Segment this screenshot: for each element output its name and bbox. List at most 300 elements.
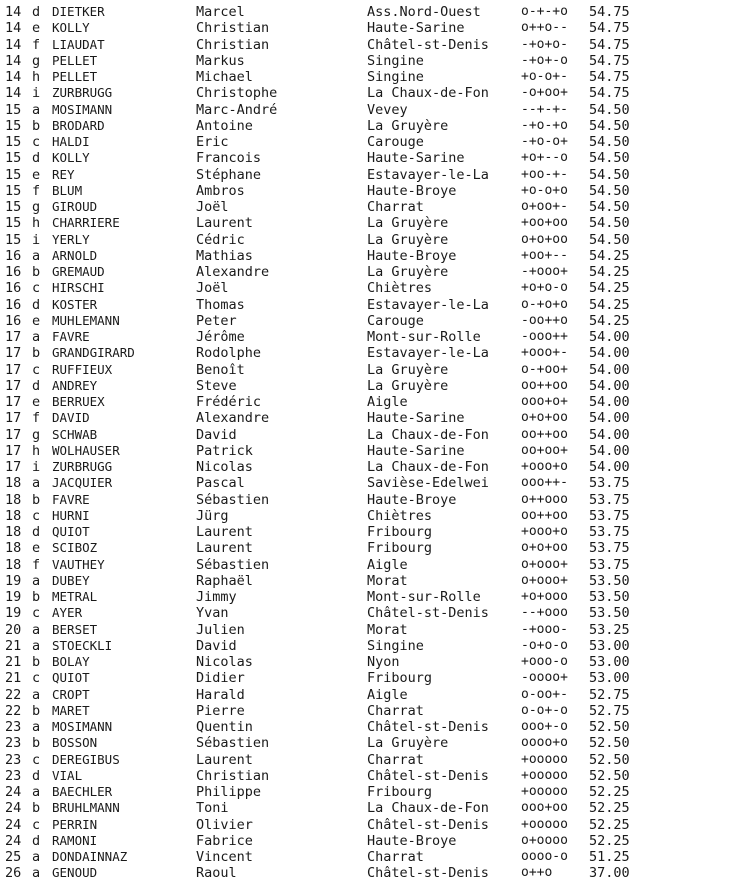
last-name-cell: MARET bbox=[52, 702, 90, 718]
last-name-cell: BERSET bbox=[52, 621, 98, 637]
first-name-cell: Steve bbox=[196, 377, 237, 394]
first-name-cell: Jérôme bbox=[196, 329, 245, 345]
letter-cell: c bbox=[32, 816, 41, 833]
club-cell: La Gruyère bbox=[367, 215, 449, 232]
marks-cell: -ooo++ bbox=[521, 329, 568, 344]
last-name-cell: LIAUDAT bbox=[52, 36, 105, 52]
first-name-cell: Jimmy bbox=[196, 589, 237, 605]
first-name-cell: Alexandre bbox=[196, 264, 270, 280]
rank-cell: 23 bbox=[5, 767, 22, 784]
marks-cell: +ooooo bbox=[521, 751, 568, 767]
rank-cell: 22 bbox=[5, 686, 22, 703]
club-cell: Châtel-st-Denis bbox=[367, 767, 489, 784]
first-name-cell: Alexandre bbox=[196, 410, 270, 427]
rank-cell: 25 bbox=[5, 849, 22, 865]
result-row bbox=[0, 4, 756, 20]
first-name-cell: Mathias bbox=[196, 247, 253, 264]
rank-cell: 21 bbox=[5, 670, 22, 687]
letter-cell: d bbox=[32, 296, 41, 313]
marks-cell: oo++oo bbox=[521, 426, 568, 442]
marks-cell: o+o+oo bbox=[521, 231, 568, 247]
first-name-cell: Cédric bbox=[196, 231, 245, 248]
score-cell: 54.00 bbox=[589, 410, 630, 427]
score-cell: 53.75 bbox=[589, 524, 630, 540]
last-name-cell: FAVRE bbox=[52, 491, 90, 507]
rank-cell: 15 bbox=[5, 101, 22, 118]
club-cell: Charrat bbox=[367, 751, 424, 768]
last-name-cell: BOSSON bbox=[52, 735, 98, 751]
letter-cell: g bbox=[32, 426, 41, 443]
last-name-cell: RUFFIEUX bbox=[52, 361, 113, 377]
club-cell: Châtel-st-Denis bbox=[367, 605, 489, 622]
score-cell: 54.75 bbox=[589, 36, 630, 53]
first-name-cell: Raoul bbox=[196, 865, 237, 882]
first-name-cell: Joël bbox=[196, 280, 229, 297]
marks-cell: +ooooo bbox=[521, 816, 568, 832]
rank-cell: 17 bbox=[5, 442, 22, 459]
score-cell: 54.25 bbox=[589, 312, 630, 329]
club-cell: Singine bbox=[367, 637, 424, 654]
score-cell: 53.00 bbox=[589, 670, 630, 687]
score-cell: 54.50 bbox=[589, 231, 630, 248]
marks-cell: oooo+o bbox=[521, 735, 568, 751]
marks-cell: o++ooo bbox=[521, 491, 568, 507]
rank-cell: 14 bbox=[5, 69, 22, 85]
letter-cell: b bbox=[32, 589, 41, 605]
first-name-cell: Quentin bbox=[196, 719, 253, 735]
marks-cell: +ooo+o bbox=[521, 459, 568, 474]
last-name-cell: PERRIN bbox=[52, 816, 98, 832]
result-row bbox=[0, 199, 756, 215]
rank-cell: 18 bbox=[5, 540, 22, 557]
result-row bbox=[0, 459, 756, 475]
rank-cell: 17 bbox=[5, 459, 22, 475]
result-row bbox=[0, 622, 756, 638]
rank-cell: 17 bbox=[5, 361, 22, 378]
result-row bbox=[0, 687, 756, 703]
score-cell: 54.75 bbox=[589, 52, 630, 69]
first-name-cell: Sébastien bbox=[196, 556, 270, 573]
club-cell: Aigle bbox=[367, 686, 408, 703]
score-cell: 53.50 bbox=[589, 605, 630, 622]
letter-cell: i bbox=[32, 231, 41, 248]
letter-cell: g bbox=[32, 52, 41, 69]
score-cell: 53.50 bbox=[589, 589, 630, 605]
letter-cell: c bbox=[32, 134, 41, 150]
result-row bbox=[0, 557, 756, 573]
last-name-cell: METRAL bbox=[52, 589, 98, 604]
marks-cell: +ooo+o bbox=[521, 524, 568, 539]
marks-cell: o-oo+- bbox=[521, 686, 568, 702]
first-name-cell: Christian bbox=[196, 36, 270, 53]
rank-cell: 17 bbox=[5, 426, 22, 443]
rank-cell: 17 bbox=[5, 410, 22, 427]
club-cell: La Chaux-de-Fon bbox=[367, 459, 489, 475]
marks-cell: o+o+oo bbox=[521, 410, 568, 426]
result-row bbox=[0, 248, 756, 264]
first-name-cell: Fabrice bbox=[196, 832, 253, 849]
score-cell: 53.50 bbox=[589, 572, 630, 589]
club-cell: La Gruyère bbox=[367, 361, 449, 378]
club-cell: Haute-Broye bbox=[367, 182, 457, 199]
letter-cell: e bbox=[32, 394, 41, 410]
marks-cell: o++o bbox=[521, 865, 553, 881]
club-cell: Ass.Nord-Ouest bbox=[367, 4, 481, 20]
rank-cell: 15 bbox=[5, 117, 22, 134]
letter-cell: f bbox=[32, 556, 41, 573]
first-name-cell: Sébastien bbox=[196, 491, 270, 508]
rank-cell: 21 bbox=[5, 654, 22, 670]
score-cell: 51.25 bbox=[589, 849, 630, 865]
club-cell: Charrat bbox=[367, 199, 424, 215]
result-row bbox=[0, 329, 756, 345]
letter-cell: a bbox=[32, 621, 41, 638]
letter-cell: f bbox=[32, 410, 41, 427]
club-cell: Aigle bbox=[367, 556, 408, 573]
club-cell: La Chaux-de-Fon bbox=[367, 85, 489, 102]
marks-cell: -+o+-o bbox=[521, 52, 568, 68]
last-name-cell: MOSIMANN bbox=[52, 719, 113, 734]
marks-cell: -+o+o- bbox=[521, 36, 568, 52]
first-name-cell: Raphaël bbox=[196, 572, 253, 589]
marks-cell: +ooooo bbox=[521, 784, 568, 799]
club-cell: La Chaux-de-Fon bbox=[367, 426, 489, 443]
last-name-cell: ZURBRUGG bbox=[52, 85, 113, 101]
club-cell: Nyon bbox=[367, 654, 400, 670]
result-row bbox=[0, 752, 756, 768]
marks-cell: -+ooo- bbox=[521, 621, 568, 637]
marks-cell: --+ooo bbox=[521, 605, 568, 621]
marks-cell: +oo+oo bbox=[521, 215, 568, 231]
last-name-cell: GRANDGIRARD bbox=[52, 345, 135, 361]
marks-cell: +o-o+- bbox=[521, 69, 568, 84]
last-name-cell: GENOUD bbox=[52, 865, 98, 881]
last-name-cell: STOECKLI bbox=[52, 637, 113, 653]
marks-cell: o++o-- bbox=[521, 20, 568, 36]
score-cell: 53.00 bbox=[589, 637, 630, 654]
marks-cell: o+oooo bbox=[521, 832, 568, 848]
first-name-cell: Rodolphe bbox=[196, 345, 262, 362]
result-row bbox=[0, 37, 756, 53]
letter-cell: g bbox=[32, 199, 41, 215]
first-name-cell: Philippe bbox=[196, 784, 262, 800]
letter-cell: h bbox=[32, 442, 41, 459]
rank-cell: 23 bbox=[5, 751, 22, 768]
letter-cell: a bbox=[32, 686, 41, 703]
first-name-cell: Frédéric bbox=[196, 394, 262, 410]
club-cell: La Gruyère bbox=[367, 117, 449, 134]
rank-cell: 24 bbox=[5, 784, 22, 800]
club-cell: Châtel-st-Denis bbox=[367, 36, 489, 53]
result-row bbox=[0, 475, 756, 491]
marks-cell: oo++oo bbox=[521, 507, 568, 523]
last-name-cell: DEREGIBUS bbox=[52, 751, 120, 767]
letter-cell: b bbox=[32, 702, 41, 719]
marks-cell: +ooo+- bbox=[521, 345, 568, 361]
result-row bbox=[0, 849, 756, 865]
first-name-cell: Sébastien bbox=[196, 735, 270, 752]
letter-cell: e bbox=[32, 166, 41, 183]
letter-cell: b bbox=[32, 117, 41, 134]
marks-cell: ooo+-o bbox=[521, 719, 568, 734]
marks-cell: ooo++- bbox=[521, 475, 568, 491]
score-cell: 54.75 bbox=[589, 69, 630, 85]
club-cell: La Gruyère bbox=[367, 264, 449, 280]
score-cell: 52.50 bbox=[589, 751, 630, 768]
score-cell: 54.00 bbox=[589, 361, 630, 378]
first-name-cell: Laurent bbox=[196, 524, 253, 540]
last-name-cell: SCHWAB bbox=[52, 426, 98, 442]
letter-cell: d bbox=[32, 767, 41, 784]
result-row bbox=[0, 443, 756, 459]
letter-cell: d bbox=[32, 524, 41, 540]
result-row bbox=[0, 183, 756, 199]
first-name-cell: Julien bbox=[196, 621, 245, 638]
last-name-cell: ZURBRUGG bbox=[52, 459, 113, 474]
marks-cell: -oo++o bbox=[521, 312, 568, 328]
club-cell: Aigle bbox=[367, 394, 408, 410]
rank-cell: 18 bbox=[5, 475, 22, 492]
marks-cell: +o+o-o bbox=[521, 280, 568, 296]
marks-cell: -+ooo+ bbox=[521, 264, 568, 279]
club-cell: Estavayer-le-La bbox=[367, 296, 489, 313]
result-row bbox=[0, 427, 756, 443]
result-row bbox=[0, 508, 756, 524]
score-cell: 54.00 bbox=[589, 329, 630, 345]
first-name-cell: Harald bbox=[196, 686, 245, 703]
last-name-cell: HALDI bbox=[52, 134, 90, 149]
last-name-cell: GREMAUD bbox=[52, 264, 105, 279]
rank-cell: 18 bbox=[5, 507, 22, 524]
marks-cell: -oooo+ bbox=[521, 670, 568, 686]
letter-cell: e bbox=[32, 312, 41, 329]
rank-cell: 18 bbox=[5, 491, 22, 508]
rank-cell: 15 bbox=[5, 134, 22, 150]
score-cell: 54.25 bbox=[589, 264, 630, 280]
result-row bbox=[0, 524, 756, 540]
marks-cell: o-+o+o bbox=[521, 296, 568, 312]
score-cell: 52.50 bbox=[589, 767, 630, 784]
result-row bbox=[0, 85, 756, 101]
first-name-cell: Ambros bbox=[196, 182, 245, 199]
result-row bbox=[0, 150, 756, 166]
letter-cell: i bbox=[32, 85, 41, 102]
rank-cell: 18 bbox=[5, 556, 22, 573]
letter-cell: a bbox=[32, 637, 41, 654]
first-name-cell: David bbox=[196, 637, 237, 654]
last-name-cell: QUIOT bbox=[52, 670, 90, 686]
club-cell: Vevey bbox=[367, 101, 408, 118]
marks-cell: o-+-+o bbox=[521, 4, 568, 19]
rank-cell: 18 bbox=[5, 524, 22, 540]
first-name-cell: Marc-André bbox=[196, 101, 278, 118]
score-cell: 54.50 bbox=[589, 215, 630, 232]
result-row bbox=[0, 102, 756, 118]
marks-cell: o+o+oo bbox=[521, 540, 568, 556]
club-cell: Mont-sur-Rolle bbox=[367, 329, 481, 345]
letter-cell: b bbox=[32, 654, 41, 670]
first-name-cell: Jürg bbox=[196, 507, 229, 524]
result-row bbox=[0, 410, 756, 426]
last-name-cell: BLUM bbox=[52, 182, 83, 198]
result-row bbox=[0, 573, 756, 589]
rank-cell: 20 bbox=[5, 621, 22, 638]
score-cell: 52.25 bbox=[589, 800, 630, 817]
last-name-cell: DAVID bbox=[52, 410, 90, 426]
letter-cell: a bbox=[32, 101, 41, 118]
letter-cell: a bbox=[32, 865, 41, 882]
score-cell: 54.50 bbox=[589, 182, 630, 199]
last-name-cell: KOLLY bbox=[52, 150, 90, 166]
result-row bbox=[0, 134, 756, 150]
marks-cell: +oo-+- bbox=[521, 166, 568, 182]
result-row bbox=[0, 605, 756, 621]
letter-cell: a bbox=[32, 572, 41, 589]
first-name-cell: Didier bbox=[196, 670, 245, 687]
score-cell: 53.75 bbox=[589, 507, 630, 524]
result-row bbox=[0, 280, 756, 296]
last-name-cell: REY bbox=[52, 166, 75, 182]
club-cell: Estavayer-le-La bbox=[367, 166, 489, 183]
letter-cell: c bbox=[32, 670, 41, 687]
first-name-cell: Antoine bbox=[196, 117, 253, 134]
rank-cell: 22 bbox=[5, 702, 22, 719]
letter-cell: a bbox=[32, 719, 41, 735]
letter-cell: a bbox=[32, 849, 41, 865]
letter-cell: f bbox=[32, 36, 41, 53]
score-cell: 52.50 bbox=[589, 719, 630, 735]
last-name-cell: KOSTER bbox=[52, 296, 98, 312]
rank-cell: 24 bbox=[5, 816, 22, 833]
score-cell: 54.00 bbox=[589, 442, 630, 459]
club-cell: La Chaux-de-Fon bbox=[367, 800, 489, 817]
first-name-cell: Markus bbox=[196, 52, 245, 69]
result-row bbox=[0, 345, 756, 361]
rank-cell: 21 bbox=[5, 637, 22, 654]
result-row bbox=[0, 540, 756, 556]
score-cell: 53.25 bbox=[589, 621, 630, 638]
marks-cell: +oo+-- bbox=[521, 247, 568, 263]
first-name-cell: Francois bbox=[196, 150, 262, 167]
first-name-cell: Stéphane bbox=[196, 166, 262, 183]
first-name-cell: Toni bbox=[196, 800, 229, 817]
letter-cell: b bbox=[32, 345, 41, 362]
rank-cell: 16 bbox=[5, 312, 22, 329]
score-cell: 54.00 bbox=[589, 394, 630, 410]
letter-cell: a bbox=[32, 329, 41, 345]
club-cell: Châtel-st-Denis bbox=[367, 719, 489, 735]
marks-cell: +o-o+o bbox=[521, 182, 568, 198]
result-row bbox=[0, 638, 756, 654]
rank-cell: 15 bbox=[5, 182, 22, 199]
result-row bbox=[0, 800, 756, 816]
result-row bbox=[0, 167, 756, 183]
rank-cell: 15 bbox=[5, 199, 22, 215]
score-cell: 54.25 bbox=[589, 296, 630, 313]
rank-cell: 23 bbox=[5, 735, 22, 752]
club-cell: Estavayer-le-La bbox=[367, 345, 489, 362]
club-cell: Haute-Broye bbox=[367, 832, 457, 849]
rank-cell: 24 bbox=[5, 800, 22, 817]
last-name-cell: DONDAINNAZ bbox=[52, 849, 128, 864]
marks-cell: +ooo-o bbox=[521, 654, 568, 669]
result-row bbox=[0, 670, 756, 686]
letter-cell: a bbox=[32, 475, 41, 492]
marks-cell: -+o-+o bbox=[521, 117, 568, 133]
letter-cell: c bbox=[32, 605, 41, 622]
rank-cell: 24 bbox=[5, 832, 22, 849]
letter-cell: d bbox=[32, 150, 41, 167]
letter-cell: c bbox=[32, 280, 41, 297]
letter-cell: b bbox=[32, 800, 41, 817]
rank-cell: 16 bbox=[5, 280, 22, 297]
rank-cell: 19 bbox=[5, 572, 22, 589]
rank-cell: 14 bbox=[5, 36, 22, 53]
club-cell: Morat bbox=[367, 621, 408, 638]
last-name-cell: MUHLEMANN bbox=[52, 312, 120, 328]
result-row bbox=[0, 768, 756, 784]
marks-cell: o-+oo+ bbox=[521, 361, 568, 377]
last-name-cell: WOLHAUSER bbox=[52, 442, 120, 458]
rank-cell: 14 bbox=[5, 52, 22, 69]
last-name-cell: BRODARD bbox=[52, 117, 105, 133]
letter-cell: e bbox=[32, 20, 41, 37]
rank-cell: 15 bbox=[5, 215, 22, 232]
result-row bbox=[0, 833, 756, 849]
letter-cell: f bbox=[32, 182, 41, 199]
last-name-cell: ARNOLD bbox=[52, 247, 98, 263]
club-cell: Chiètres bbox=[367, 280, 433, 297]
result-row bbox=[0, 719, 756, 735]
marks-cell: o+ooo+ bbox=[521, 572, 568, 588]
club-cell: Fribourg bbox=[367, 670, 433, 687]
rank-cell: 17 bbox=[5, 329, 22, 345]
last-name-cell: ANDREY bbox=[52, 377, 98, 393]
result-row bbox=[0, 313, 756, 329]
letter-cell: d bbox=[32, 832, 41, 849]
score-cell: 54.25 bbox=[589, 247, 630, 264]
score-cell: 54.50 bbox=[589, 101, 630, 118]
first-name-cell: Benoît bbox=[196, 361, 245, 378]
letter-cell: a bbox=[32, 247, 41, 264]
last-name-cell: GIROUD bbox=[52, 199, 98, 214]
club-cell: Haute-Broye bbox=[367, 491, 457, 508]
score-cell: 37.00 bbox=[589, 865, 630, 882]
last-name-cell: PELLET bbox=[52, 52, 98, 68]
marks-cell: --+-+- bbox=[521, 101, 568, 117]
result-row bbox=[0, 817, 756, 833]
last-name-cell: HIRSCHI bbox=[52, 280, 105, 296]
last-name-cell: SCIBOZ bbox=[52, 540, 98, 556]
rank-cell: 14 bbox=[5, 4, 22, 20]
letter-cell: d bbox=[32, 4, 41, 20]
rank-cell: 17 bbox=[5, 377, 22, 394]
club-cell: Châtel-st-Denis bbox=[367, 865, 489, 882]
first-name-cell: Nicolas bbox=[196, 654, 253, 670]
letter-cell: a bbox=[32, 784, 41, 800]
rank-cell: 15 bbox=[5, 150, 22, 167]
last-name-cell: VIAL bbox=[52, 767, 83, 783]
marks-cell: -+o-o+ bbox=[521, 134, 568, 149]
letter-cell: e bbox=[32, 540, 41, 557]
club-cell: Chiètres bbox=[367, 507, 433, 524]
club-cell: Carouge bbox=[367, 134, 424, 150]
marks-cell: +o+ooo bbox=[521, 589, 568, 604]
score-cell: 54.00 bbox=[589, 426, 630, 443]
rank-cell: 19 bbox=[5, 589, 22, 605]
first-name-cell: Yvan bbox=[196, 605, 229, 622]
letter-cell: h bbox=[32, 69, 41, 85]
